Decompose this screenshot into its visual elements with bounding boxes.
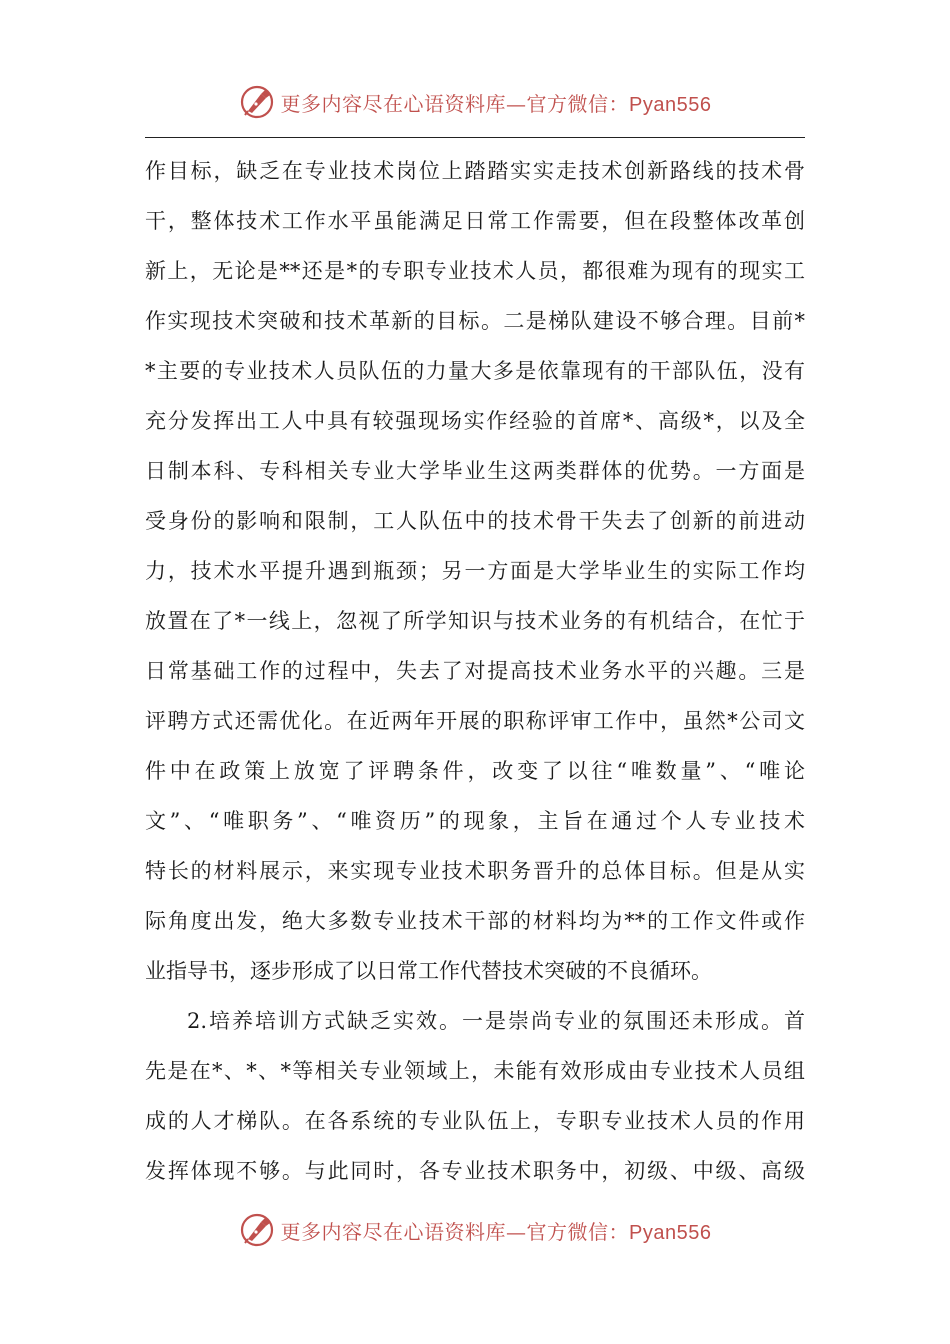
text-line: 先是在*、*、*等相关专业领域上，未能有效形成由专业技术人员组 — [145, 1059, 805, 1083]
document-body — [145, 150, 805, 1200]
pen-nib-logo-icon — [239, 84, 275, 120]
text-line: 放置在了*一线上，忽视了所学知识与技术业务的有机结合，在忙于 — [145, 609, 805, 633]
footer-watermark-text — [281, 1216, 712, 1245]
text-line: 文”、“唯职务”、“唯资历”的现象，主旨在通过个人专业技术 — [145, 809, 805, 833]
text-line: 作实现技术突破和技术革新的目标。二是梯队建设不够合理。目前* — [145, 309, 805, 333]
text-line: 新上，无论是**还是*的专职专业技术人员，都很难为现有的现实工 — [145, 259, 805, 283]
header-watermark-text — [281, 88, 712, 117]
text-line: 际角度出发，绝大多数专业技术干部的材料均为**的工作文件或作 — [145, 909, 805, 933]
text-line: 受身份的影响和限制，工人队伍中的技术骨干失去了创新的前进动 — [145, 509, 805, 533]
text-line: 日制本科、专科相关专业大学毕业生这两类群体的优势。一方面是 — [145, 459, 805, 483]
text-line: 特长的材料展示，来实现专业技术职务晋升的总体目标。但是从实 — [145, 859, 805, 883]
text-line: 评聘方式还需优化。在近两年开展的职称评审工作中，虽然*公司文 — [145, 709, 805, 733]
text-line: 力，技术水平提升遇到瓶颈；另一方面是大学毕业生的实际工作均 — [145, 559, 805, 583]
text-line: 干，整体技术工作水平虽能满足日常工作需要，但在段整体改革创 — [145, 209, 805, 233]
text-line: 作目标，缺乏在专业技术岗位上踏踏实实走技术创新路线的技术骨 — [145, 159, 805, 183]
pen-nib-logo-icon — [239, 1212, 275, 1248]
footer-watermark-banner — [0, 1206, 950, 1254]
paragraph-end-line: 业指导书，逐步形成了以日常工作代替技术突破的不良循环。 — [145, 959, 712, 983]
header-divider — [145, 137, 805, 138]
header-wechat-id: Pyan556 — [629, 93, 712, 116]
text-line: 日常基础工作的过程中，失去了对提高技术业务水平的兴趣。三是 — [145, 659, 805, 683]
header-watermark-label: 更多内容尽在心语资料库—官方微信： — [280, 91, 630, 116]
paragraph-start-line: 2.培养培训方式缺乏实效。一是崇尚专业的氛围还未形成。首 — [187, 1009, 805, 1033]
text-line: 充分发挥出工人中具有较强现场实作经验的首席*、高级*，以及全 — [145, 409, 805, 433]
footer-wechat-id: Pyan556 — [629, 1221, 712, 1244]
text-line: 成的人才梯队。在各系统的专业队伍上，专职专业技术人员的作用 — [145, 1109, 805, 1133]
text-line: *主要的专业技术人员队伍的力量大多是依靠现有的干部队伍，没有 — [145, 359, 805, 383]
header-watermark-banner — [0, 78, 950, 126]
text-line: 件中在政策上放宽了评聘条件，改变了以往“唯数量”、“唯论 — [145, 759, 805, 783]
footer-watermark-label: 更多内容尽在心语资料库—官方微信： — [280, 1219, 630, 1244]
text-line: 发挥体现不够。与此同时，各专业技术职务中，初级、中级、高级 — [145, 1159, 805, 1183]
